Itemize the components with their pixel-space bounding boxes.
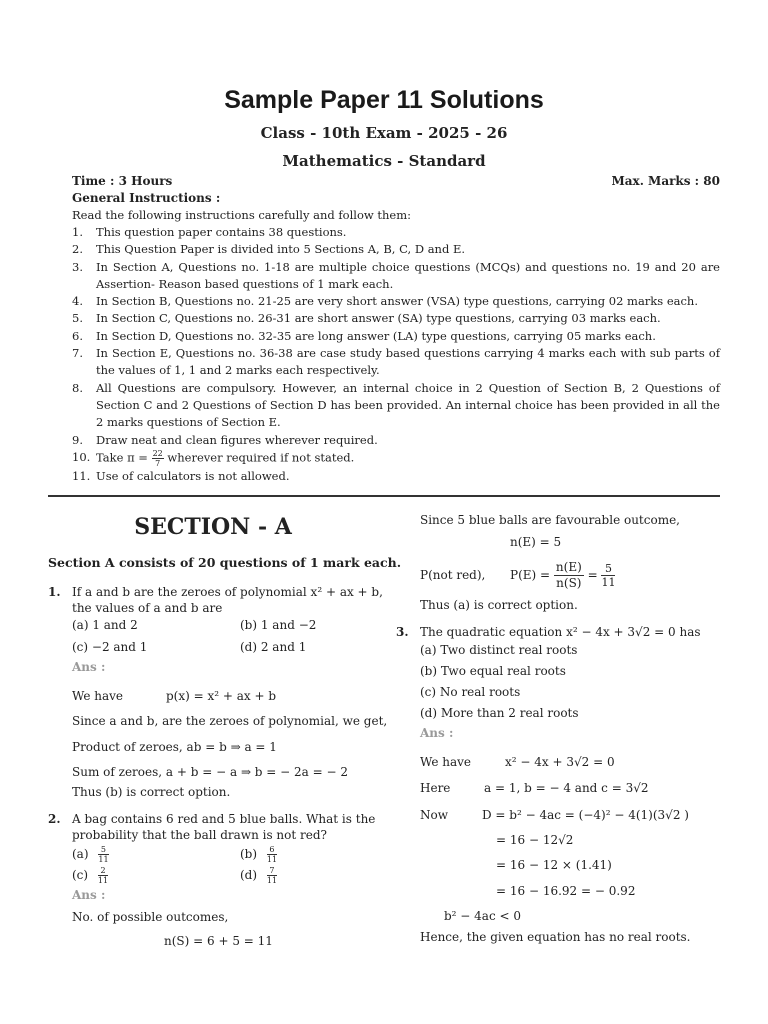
- q2-conclusion: Thus (a) is correct option.: [420, 598, 578, 612]
- instruction-number: 5.: [72, 311, 83, 326]
- instruction-item: [72, 449, 720, 468]
- instruction-number: 7.: [72, 346, 83, 361]
- q1-sum: Sum of zeroes, a + b = − a ⇒ b = − 2a = − 2: [72, 765, 349, 779]
- instruction-item: [72, 259, 720, 294]
- q3-discriminant-line3: = 16 − 12 × (1.41): [496, 858, 612, 872]
- q3-inequality: b² − 4ac < 0: [444, 909, 522, 923]
- instruction-number: 3.: [72, 259, 83, 274]
- q1-product: Product of zeroes, ab = b ⇒ a = 1: [72, 740, 277, 754]
- instruction-number: 10.: [72, 449, 91, 464]
- instruction-text: All Questions are compulsory. However, an internal choice in 2 Question of Section B, 2 Questions of Section C and 2 Questions of Section D has been provided. An internal choice has been provided in all the 2 marks questions of Section E.: [96, 380, 720, 430]
- instruction-number: 1.: [72, 225, 83, 239]
- instruction-item: [72, 241, 720, 258]
- q1-answer-label: Ans :: [72, 660, 106, 674]
- q1-option-b: (b) 1 and −2: [240, 618, 317, 632]
- instructions-list: [72, 224, 720, 485]
- q2-since-blue: Since 5 blue balls are favourable outcome,: [420, 513, 680, 527]
- q1-polynomial: p(x) = x² + ax + b: [166, 689, 277, 703]
- q1-number: 1.: [48, 585, 61, 599]
- q3-we-have: We have: [420, 755, 472, 769]
- q2-option-c: (c) $\frac{2}{11}$: [72, 866, 109, 885]
- instruction-text: In Section B, Questions no. 21-25 are very short answer (VSA) type questions, carrying 02 marks each.: [96, 294, 698, 309]
- q2-probability-formula: P(E) = $\frac{n(E)}{n(S)}$ = $\frac{5}{11}$: [510, 560, 616, 590]
- q3-option-a: (a) Two distinct real roots: [420, 643, 578, 657]
- q2-number: 2.: [48, 812, 61, 826]
- q1-conclusion: Thus (b) is correct option.: [72, 785, 231, 799]
- paper-title: Sample Paper 11 Solutions: [224, 86, 544, 114]
- q2-ns: n(S) = 6 + 5 = 11: [164, 934, 273, 948]
- instruction-text: Take π =: [96, 450, 152, 465]
- q2-stem-line2: probability that the ball drawn is not red?: [72, 828, 327, 842]
- instruction-text: This question paper contains 38 questions.: [96, 225, 347, 239]
- instruction-number: 2.: [72, 242, 83, 257]
- instruction-item: [72, 468, 720, 485]
- subject-line: Mathematics - Standard: [282, 152, 486, 170]
- instruction-text: This Question Paper is divided into 5 Sections A, B, C, D and E.: [96, 242, 466, 257]
- instruction-text: Use of calculators is not allowed.: [96, 468, 290, 483]
- q3-equation: x² − 4x + 3√2 = 0: [505, 755, 615, 769]
- pi-fraction: $\frac{22}{7}$: [152, 448, 163, 468]
- q2-stem-line1: A bag contains 6 red and 5 blue balls. What is the: [72, 812, 376, 826]
- instruction-item: [72, 432, 720, 449]
- q1-option-d: (d) 2 and 1: [240, 640, 307, 654]
- q3-option-d: (d) More than 2 real roots: [420, 706, 579, 720]
- q3-number: 3.: [396, 625, 409, 639]
- section-description: Section A consists of 20 questions of 1 mark each.: [48, 555, 402, 570]
- instruction-number: 4.: [72, 294, 83, 309]
- instruction-item: [72, 328, 720, 345]
- instruction-text: In Section A, Questions no. 1-18 are multiple choice questions (MCQs) and questions no. 19 and 20 are Assertion- Reason based questions of 1 mark each.: [96, 259, 720, 291]
- instructions-heading: General Instructions :: [72, 191, 221, 205]
- max-marks: Max. Marks : 80: [611, 174, 720, 188]
- instruction-text: In Section E, Questions no. 36-38 are case study based questions carrying 4 marks each with sub parts of the values of 1, 1 and 2 marks each respectively.: [96, 346, 720, 378]
- q3-discriminant-line2: = 16 − 12√2: [496, 833, 574, 847]
- q3-stem: The quadratic equation x² − 4x + 3√2 = 0 has: [420, 625, 701, 639]
- time-allowed: Time : 3 Hours: [72, 174, 173, 188]
- q3-option-b: (b) Two equal real roots: [420, 664, 566, 678]
- q2-option-a: (a) $\frac{5}{11}$: [72, 845, 109, 864]
- q3-now: Now: [420, 808, 448, 822]
- instruction-text: In Section D, Questions no. 32-35 are long answer (LA) type questions, carrying 05 marks each.: [96, 328, 656, 343]
- q1-since: Since a and b, are the zeroes of polynomial, we get,: [72, 714, 388, 728]
- instructions-intro: Read the following instructions carefully and follow them:: [72, 208, 411, 222]
- instruction-item: [72, 310, 720, 327]
- instruction-text: wherever required if not stated.: [163, 450, 355, 465]
- instruction-text: Draw neat and clean figures wherever required.: [96, 432, 378, 447]
- q2-p-not-red: P(not red),: [420, 568, 486, 582]
- q3-discriminant-line4: = 16 − 16.92 = − 0.92: [496, 884, 636, 898]
- section-divider: [48, 495, 720, 497]
- section-heading: SECTION - A: [134, 514, 292, 540]
- q1-option-a: (a) 1 and 2: [72, 618, 138, 632]
- q3-discriminant-line1: D = b² − 4ac = (−4)² − 4(1)(3√2 ): [482, 808, 689, 822]
- class-line: Class - 10th Exam - 2025 - 26: [260, 124, 508, 142]
- q1-option-c: (c) −2 and 1: [72, 640, 148, 654]
- instruction-item: [72, 293, 720, 310]
- q1-we-have: We have: [72, 689, 124, 703]
- q3-answer-label: Ans :: [420, 726, 454, 740]
- instruction-number: 11.: [72, 468, 91, 483]
- q3-coefficients: a = 1, b = − 4 and c = 3√2: [484, 781, 649, 795]
- instruction-number: 9.: [72, 432, 83, 447]
- q3-conclusion: Hence, the given equation has no real roots.: [420, 930, 691, 944]
- q2-outcomes-label: No. of possible outcomes,: [72, 910, 229, 924]
- q2-answer-label: Ans :: [72, 888, 106, 902]
- instruction-text: In Section C, Questions no. 26-31 are short answer (SA) type questions, carrying 03 marks each.: [96, 311, 661, 326]
- instruction-number: 6.: [72, 328, 83, 343]
- q2-option-b: (b) $\frac{6}{11}$: [240, 845, 278, 864]
- q1-stem-line1: If a and b are the zeroes of polynomial x² + ax + b,: [72, 585, 383, 599]
- q1-stem-line2: the values of a and b are: [72, 601, 223, 615]
- instruction-item: [72, 345, 720, 380]
- instruction-item: [72, 380, 720, 432]
- q2-option-d: (d) $\frac{7}{11}$: [240, 866, 278, 885]
- q3-option-c: (c) No real roots: [420, 685, 521, 699]
- q2-ne: n(E) = 5: [510, 535, 562, 549]
- instruction-item: [72, 224, 720, 241]
- instruction-number: 8.: [72, 380, 83, 395]
- q3-here: Here: [420, 781, 451, 795]
